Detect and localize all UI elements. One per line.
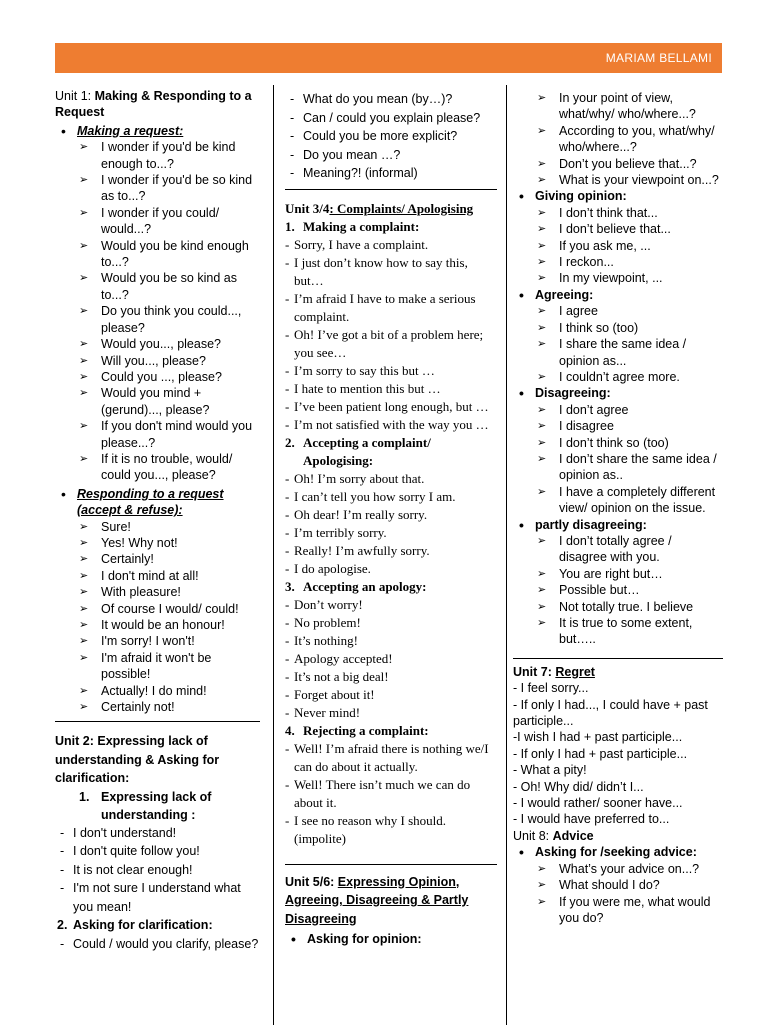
list-item: - Do you mean …?	[285, 146, 497, 165]
rejecting-complaint-list	[285, 740, 497, 848]
s4-heading: 4. Rejecting a complaint:	[285, 722, 429, 738]
ask-heading: 2. Asking for clarification:	[57, 918, 213, 933]
list-item: - I’m afraid I have to make a serious complaint.	[285, 290, 497, 326]
list-item: - Could / would you clarify, please?	[55, 935, 260, 954]
apologising-list	[285, 470, 497, 578]
list-item: - Oh! Why did/ didn’t I...	[513, 779, 644, 794]
s2-heading: 2. Accepting a complaint/ Apologising:	[285, 434, 431, 468]
divider	[513, 658, 723, 659]
column-1	[55, 88, 260, 953]
list-item: - It’s nothing!	[285, 632, 497, 650]
giving-opinion-list	[513, 205, 723, 287]
list-item: ➢ Actually! I do mind!	[55, 683, 260, 699]
unit7-title: Unit 7: Regret	[513, 664, 595, 679]
asking-opinion-list	[513, 90, 723, 188]
list-item: - I do apologise.	[285, 560, 497, 578]
list-item: -I wish I had + past participle...	[513, 730, 683, 745]
list-item: ➢ What’s your advice on...?	[513, 861, 723, 877]
list-item: ➢ I have a completely different view/ opinion on the issue.	[513, 484, 723, 517]
list-item: - Could you be more explicit?	[285, 127, 497, 146]
list-item: ➢ If it is no trouble, would/ could you..., please?	[55, 451, 260, 484]
column-divider	[273, 85, 274, 1025]
list-item: ➢ I don’t share the same idea / opinion as..	[513, 451, 723, 484]
list-item: - Oh dear! I’m really sorry.	[285, 506, 497, 524]
list-item: ➢ I wonder if you'd be kind enough to...?	[55, 139, 260, 172]
complaint-list	[285, 236, 497, 434]
list-item: ➢ Not totally true. I believe	[513, 599, 723, 615]
list-item: ➢ I agree	[513, 303, 723, 319]
list-item: ➢ Certainly not!	[55, 699, 260, 715]
list-item: ➢ I wonder if you'd be so kind as to...?	[55, 172, 260, 205]
list-item: ➢ I don’t think so (too)	[513, 435, 723, 451]
author-name: MARIAM BELLAMI	[605, 51, 712, 65]
list-item: ➢ Could you ..., please?	[55, 369, 260, 385]
list-item: - I'm not sure I understand what you mean!	[55, 879, 260, 916]
responding-list	[55, 519, 260, 716]
list-item: ➢ Do you think you could..., please?	[55, 303, 260, 336]
list-item: ➢ I'm afraid it won't be possible!	[55, 650, 260, 683]
list-item: - It is not clear enough!	[55, 861, 260, 880]
list-item: - I’m sorry to say this but …	[285, 362, 497, 380]
list-item: ➢ It is true to some extent, but…..	[513, 615, 723, 648]
list-item: ➢ What is your viewpoint on...?	[513, 172, 723, 188]
list-item: - Sorry, I have a complaint.	[285, 236, 497, 254]
divider	[285, 864, 497, 865]
accepting-apology-list	[285, 596, 497, 722]
list-item: - Well! There isn’t much we can do about it.	[285, 776, 497, 812]
s3-heading: 3. Accepting an apology:	[285, 578, 427, 594]
divider	[285, 189, 497, 190]
s1-heading: 1. Making a complaint:	[285, 218, 420, 234]
responding-heading: • Responding to a request (accept & refuse):	[55, 486, 260, 519]
list-item: ➢ I disagree	[513, 418, 723, 434]
list-item: ➢ Would you mind + (gerund)..., please?	[55, 385, 260, 418]
list-item: ➢ With pleasure!	[55, 584, 260, 600]
list-item: ➢ In my viewpoint, ...	[513, 270, 723, 286]
list-item: ➢ Of course I would/ could!	[55, 601, 260, 617]
list-item: ➢ Don’t you believe that...?	[513, 156, 723, 172]
partly-heading: • partly disagreeing:	[513, 517, 723, 533]
list-item: - If only I had + past participle...	[513, 746, 688, 761]
list-item: ➢ You are right but…	[513, 566, 723, 582]
list-item: ➢ I don’t agree	[513, 402, 723, 418]
list-item: - I hate to mention this but …	[285, 380, 497, 398]
asking-opinion-heading: • Asking for opinion:	[285, 931, 497, 947]
list-item: - No problem!	[285, 614, 497, 632]
list-item: - Really! I’m awfully sorry.	[285, 542, 497, 560]
list-item: - I just don’t know how to say this, but…	[285, 254, 497, 290]
list-item: ➢ Possible but…	[513, 582, 723, 598]
list-item: - I don't quite follow you!	[55, 842, 260, 861]
list-item: - Oh! I’ve got a bit of a problem here; you see…	[285, 326, 497, 362]
list-item: ➢ I don’t believe that...	[513, 221, 723, 237]
list-item: - Apology accepted!	[285, 650, 497, 668]
list-item: - I’ve been patient long enough, but …	[285, 398, 497, 416]
list-item: ➢ Would you..., please?	[55, 336, 260, 352]
column-divider	[506, 85, 507, 1025]
making-request-list	[55, 139, 260, 484]
unit2-title: Unit 2: Expressing lack of understanding & Asking for clarification:	[55, 734, 220, 786]
list-item: ➢ What should I do?	[513, 877, 723, 893]
list-item: - I’m not satisfied with the way you …	[285, 416, 497, 434]
list-item: ➢ In your point of view, what/why/ who/where...?	[513, 90, 723, 123]
list-item: - It’s not a big deal!	[285, 668, 497, 686]
list-item: - I’m terribly sorry.	[285, 524, 497, 542]
unit34-title: Unit 3/4: Complaints/ Apologising	[285, 200, 474, 216]
disagreeing-heading: • Disagreeing:	[513, 385, 723, 401]
advice-list	[513, 861, 723, 927]
list-item: ➢ I reckon...	[513, 254, 723, 270]
agreeing-heading: • Agreeing:	[513, 287, 723, 303]
list-item: ➢ I wonder if you could/ would...?	[55, 205, 260, 238]
column-3	[513, 90, 723, 926]
list-item: - Meaning?! (informal)	[285, 164, 497, 183]
list-item: ➢ I don’t totally agree / disagree with you.	[513, 533, 723, 566]
agreeing-list	[513, 303, 723, 385]
list-item: ➢ It would be an honour!	[55, 617, 260, 633]
list-item: - I don't understand!	[55, 824, 260, 843]
unit1-title: Unit 1: Making & Responding to a Request	[55, 89, 252, 120]
list-item: ➢ Will you..., please?	[55, 353, 260, 369]
lack-heading: 1. Expressing lack of understanding :	[79, 789, 212, 822]
clarification-list	[285, 90, 497, 183]
partly-disagreeing-list	[513, 533, 723, 648]
list-item: - I can’t tell you how sorry I am.	[285, 488, 497, 506]
list-item: - Never mind!	[285, 704, 497, 722]
list-item: - What a pity!	[513, 763, 587, 778]
regret-list	[513, 680, 723, 828]
ask-list	[55, 935, 260, 954]
giving-heading: • Giving opinion:	[513, 188, 723, 204]
list-item: ➢ Sure!	[55, 519, 260, 535]
list-item: - Oh! I’m sorry about that.	[285, 470, 497, 488]
list-item: - What do you mean (by…)?	[285, 90, 497, 109]
list-item: - Can / could you explain please?	[285, 109, 497, 128]
list-item: ➢ If you were me, what would you do?	[513, 894, 723, 927]
list-item: ➢ If you don't mind would you please...?	[55, 418, 260, 451]
list-item: - I feel sorry...	[513, 681, 589, 696]
list-item: ➢ I think so (too)	[513, 320, 723, 336]
list-item: ➢ Certainly!	[55, 551, 260, 567]
disagreeing-list	[513, 402, 723, 517]
list-item: - I would have preferred to...	[513, 812, 670, 827]
list-item: ➢ Yes! Why not!	[55, 535, 260, 551]
header-bar	[55, 43, 722, 73]
list-item: ➢ Would you be so kind as to...?	[55, 270, 260, 303]
list-item: ➢ I don't mind at all!	[55, 568, 260, 584]
unit8-title: Unit 8: Advice	[513, 828, 594, 843]
list-item: - If only I had..., I could have + past participle...	[513, 697, 708, 729]
lack-list	[55, 824, 260, 917]
list-item: ➢ I don’t think that...	[513, 205, 723, 221]
list-item: ➢ If you ask me, ...	[513, 238, 723, 254]
list-item: ➢ Would you be kind enough to...?	[55, 238, 260, 271]
list-item: ➢ I'm sorry! I won't!	[55, 633, 260, 649]
list-item: ➢ I share the same idea / opinion as...	[513, 336, 723, 369]
list-item: - Well! I’m afraid there is nothing we/I can do about it actually.	[285, 740, 497, 776]
list-item: - I see no reason why I should. (impolite)	[285, 812, 497, 848]
column-2	[285, 90, 497, 947]
list-item: ➢ I couldn’t agree more.	[513, 369, 723, 385]
list-item: - Forget about it!	[285, 686, 497, 704]
list-item: - I would rather/ sooner have...	[513, 796, 683, 811]
making-request-heading: • Making a request:	[55, 123, 260, 139]
divider	[55, 721, 260, 722]
list-item: ➢ According to you, what/why/ who/where...?	[513, 123, 723, 156]
unit56-title: Unit 5/6: Expressing Opinion, Agreeing, Disagreeing & Partly Disagreeing	[285, 874, 469, 926]
advice-heading: • Asking for /seeking advice:	[513, 844, 723, 860]
list-item: - Don’t worry!	[285, 596, 497, 614]
